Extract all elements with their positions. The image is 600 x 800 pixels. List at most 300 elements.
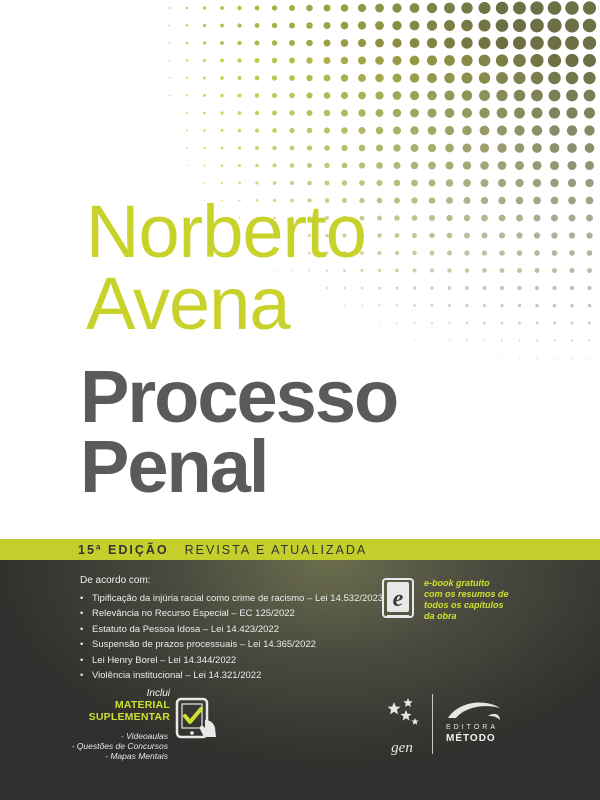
halftone-dot xyxy=(548,36,562,50)
halftone-dot xyxy=(220,6,224,10)
halftone-dot xyxy=(534,215,541,222)
halftone-dot xyxy=(272,128,277,133)
halftone-dot xyxy=(323,22,330,29)
halftone-dot xyxy=(306,5,313,12)
halftone-dot xyxy=(289,93,295,99)
halftone-dot xyxy=(411,162,418,169)
halftone-dot xyxy=(531,107,542,118)
halftone-dot xyxy=(203,147,205,149)
halftone-dot xyxy=(376,127,384,135)
halftone-dot xyxy=(413,269,417,273)
halftone-dot xyxy=(306,57,312,63)
halftone-dot xyxy=(535,268,540,273)
halftone-dot xyxy=(584,107,595,118)
halftone-dot xyxy=(203,76,206,79)
halftone-dot xyxy=(342,180,347,185)
halftone-dot xyxy=(427,73,437,83)
halftone-dot xyxy=(411,180,418,187)
ebook-icon xyxy=(381,577,415,621)
extra-item: - Questões de Concursos xyxy=(71,741,168,751)
halftone-dot xyxy=(255,128,259,132)
halftone-dot xyxy=(517,286,521,290)
halftone-dot xyxy=(394,180,401,187)
halftone-dot xyxy=(272,75,277,80)
halftone-dot xyxy=(238,164,241,167)
halftone-dot xyxy=(203,59,206,62)
halftone-dot xyxy=(483,304,486,307)
halftone-dot xyxy=(379,322,381,324)
halftone-dot xyxy=(550,161,559,170)
halftone-dot xyxy=(428,179,435,186)
halftone-dot xyxy=(186,130,188,132)
halftone-dot xyxy=(255,111,259,115)
halftone-dot xyxy=(584,125,594,135)
halftone-dot xyxy=(272,111,277,116)
halftone-dot xyxy=(587,250,593,256)
halftone-dot xyxy=(410,21,420,31)
halftone-dot xyxy=(448,286,452,290)
halftone-dot xyxy=(203,112,206,115)
halftone-dot xyxy=(567,143,577,153)
halftone-dot xyxy=(393,127,401,135)
halftone-dot xyxy=(378,304,380,306)
halftone-dot xyxy=(566,107,577,118)
halftone-dot xyxy=(568,179,576,187)
halftone-dot xyxy=(289,23,295,29)
halftone-dot xyxy=(496,19,509,32)
halftone-dot xyxy=(514,90,526,102)
halftone-dot xyxy=(497,143,506,152)
halftone-dot xyxy=(186,59,188,61)
halftone-dot xyxy=(413,322,415,324)
halftone-dot xyxy=(306,22,313,29)
halftone-dot xyxy=(553,304,557,308)
halftone-dot xyxy=(341,4,349,12)
halftone-dot xyxy=(428,162,436,170)
halftone-dot xyxy=(481,197,488,204)
halftone-dot xyxy=(532,125,542,135)
halftone-dot xyxy=(445,108,455,118)
gen-logo-text: gen xyxy=(391,740,413,756)
halftone-dot xyxy=(255,181,258,184)
halftone-dot xyxy=(325,181,330,186)
halftone-dot xyxy=(531,72,543,84)
halftone-dot xyxy=(499,215,506,222)
halftone-dot xyxy=(203,164,205,166)
halftone-dot xyxy=(461,20,472,31)
halftone-dot xyxy=(516,232,522,238)
law-item: • Tipificação da injúria racial como crime de racismo – Lei 14.532/2023 xyxy=(80,591,383,606)
halftone-dot xyxy=(586,197,594,205)
halftone-dot xyxy=(186,147,188,149)
halftone-dot xyxy=(588,304,592,308)
halftone-dot xyxy=(565,19,579,33)
halftone-dot xyxy=(220,76,224,80)
halftone-dot xyxy=(238,146,241,149)
edition-note: REVISTA E ATUALIZADA xyxy=(184,543,368,557)
halftone-dot xyxy=(272,93,277,98)
halftone-dot xyxy=(169,77,171,79)
halftone-dot xyxy=(341,127,348,134)
halftone-dot xyxy=(377,215,382,220)
halftone-dot xyxy=(238,111,242,115)
halftone-dot xyxy=(515,143,525,153)
halftone-dot xyxy=(551,232,557,238)
halftone-dot xyxy=(358,74,366,82)
halftone-dot xyxy=(466,322,469,325)
halftone-dot xyxy=(571,357,573,359)
halftone-dot xyxy=(535,286,539,290)
halftone-dot xyxy=(479,90,490,101)
edition-text xyxy=(78,542,367,558)
halftone-dot xyxy=(586,215,593,222)
halftone-dot xyxy=(536,357,538,359)
halftone-dot xyxy=(358,39,366,47)
halftone-dot xyxy=(323,4,330,11)
halftone-dot xyxy=(375,39,384,48)
halftone-dot xyxy=(554,357,556,359)
halftone-dot xyxy=(307,181,312,186)
halftone-dot xyxy=(377,233,382,238)
halftone-dot xyxy=(393,162,400,169)
halftone-dot xyxy=(444,20,455,31)
halftone-dot xyxy=(237,76,241,80)
author-first-name: Norberto xyxy=(86,190,366,273)
halftone-dot xyxy=(393,109,401,117)
halftone-dot xyxy=(220,41,224,45)
halftone-dot xyxy=(186,112,188,114)
halftone-dot xyxy=(518,304,522,308)
material-label-line-1: MATERIAL xyxy=(114,699,170,711)
halftone-dot xyxy=(549,90,561,102)
halftone-dot xyxy=(583,72,595,84)
material-label-line-2: SUPLEMENTAR xyxy=(88,711,170,723)
halftone-dot xyxy=(589,357,591,359)
halftone-dot xyxy=(238,129,242,133)
halftone-dot xyxy=(496,37,509,50)
halftone-dot xyxy=(410,91,419,100)
halftone-dot xyxy=(461,55,472,66)
halftone-dot xyxy=(221,147,224,150)
halftone-dot xyxy=(430,268,434,272)
halftone-dot xyxy=(444,38,455,49)
halftone-dot xyxy=(203,129,206,132)
halftone-dot xyxy=(393,74,402,83)
halftone-dot xyxy=(462,126,472,136)
laws-intro: De acordo com: xyxy=(80,575,151,586)
halftone-dot xyxy=(587,268,592,273)
halftone-dot xyxy=(237,23,241,27)
halftone-dot xyxy=(515,161,524,170)
halftone-dot xyxy=(393,91,402,100)
halftone-dot xyxy=(447,233,453,239)
halftone-dot xyxy=(483,322,486,325)
metodo-logo-upper: EDITORA xyxy=(446,724,498,731)
ebook-line: da obra xyxy=(424,611,457,621)
halftone-dot xyxy=(586,232,592,238)
halftone-dot xyxy=(203,6,206,9)
halftone-dot xyxy=(585,143,595,153)
halftone-dot xyxy=(307,163,312,168)
halftone-dot xyxy=(237,93,241,97)
halftone-dot xyxy=(465,268,470,273)
halftone-dot xyxy=(536,339,538,341)
halftone-dot xyxy=(307,145,312,150)
halftone-dot xyxy=(430,286,434,290)
law-item: • Estatuto da Pessoa Idosa – Lei 14.423/2022 xyxy=(80,622,383,637)
halftone-dot xyxy=(272,58,277,63)
halftone-dot xyxy=(532,143,542,153)
halftone-dot xyxy=(463,179,471,187)
halftone-dot xyxy=(410,3,420,13)
halftone-dot xyxy=(414,340,415,341)
book-title xyxy=(80,355,398,508)
halftone-dot xyxy=(478,19,490,31)
halftone-dot xyxy=(498,179,506,187)
halftone-dot xyxy=(585,179,593,187)
halftone-dot xyxy=(483,339,485,341)
halftone-dot xyxy=(169,95,171,97)
halftone-dot xyxy=(306,40,313,47)
halftone-dot xyxy=(341,39,349,47)
halftone-dot xyxy=(516,197,524,205)
halftone-dot xyxy=(358,4,366,12)
halftone-dot xyxy=(375,21,384,30)
halftone-dot xyxy=(237,58,241,62)
halftone-dot xyxy=(306,92,312,98)
halftone-dot xyxy=(552,286,556,290)
halftone-dot xyxy=(587,286,591,290)
halftone-dot xyxy=(186,94,188,96)
halftone-dot xyxy=(446,215,452,221)
halftone-dot xyxy=(530,1,543,14)
halftone-dot xyxy=(513,2,526,15)
halftone-dot xyxy=(358,92,366,100)
halftone-dot xyxy=(341,57,349,65)
halftone-dot xyxy=(375,91,383,99)
halftone-dot xyxy=(376,109,384,117)
halftone-dot xyxy=(517,250,523,256)
halftone-dot xyxy=(396,304,398,306)
halftone-dot xyxy=(479,37,491,49)
halftone-dot xyxy=(237,41,241,45)
title-line-2: Penal xyxy=(80,425,268,508)
metodo-logo-lower: MÉTODO xyxy=(446,733,496,744)
halftone-dot xyxy=(464,250,469,255)
halftone-dot xyxy=(550,179,558,187)
halftone-dot xyxy=(238,182,241,185)
halftone-dot xyxy=(568,197,576,205)
supplementary-material-label xyxy=(80,688,170,723)
law-item: • Suspensão de prazos processuais – Lei 14.365/2022 xyxy=(80,637,383,652)
halftone-dot xyxy=(341,92,348,99)
halftone-dot xyxy=(410,109,419,118)
halftone-dot xyxy=(498,161,507,170)
halftone-dot xyxy=(413,286,416,289)
halftone-dot xyxy=(255,58,260,63)
halftone-dot xyxy=(519,357,521,359)
halftone-dot xyxy=(565,54,578,67)
halftone-dot xyxy=(513,72,525,84)
halftone-dot xyxy=(169,7,171,9)
halftone-dot xyxy=(530,36,544,50)
halftone-dot xyxy=(394,215,399,220)
halftone-dot xyxy=(515,179,523,187)
extra-item: - Videoaulas xyxy=(120,731,168,741)
halftone-dot xyxy=(446,197,453,204)
halftone-dot xyxy=(500,286,504,290)
ebook-line: todos os capítulos xyxy=(424,600,504,610)
halftone-dot xyxy=(378,269,381,272)
halftone-dot xyxy=(516,215,523,222)
halftone-dot xyxy=(413,304,416,307)
halftone-dot xyxy=(496,72,508,84)
ebook-line: e-book gratuito xyxy=(424,578,490,588)
halftone-dot xyxy=(497,125,507,135)
halftone-dot xyxy=(497,108,508,119)
halftone-dot xyxy=(550,143,560,153)
halftone-dot xyxy=(410,73,419,82)
halftone-dot xyxy=(395,233,400,238)
halftone-dot xyxy=(429,233,434,238)
halftone-dot xyxy=(375,56,384,65)
halftone-dot xyxy=(412,215,418,221)
halftone-dot xyxy=(186,165,187,166)
halftone-dot xyxy=(499,250,504,255)
halftone-dot xyxy=(412,233,417,238)
halftone-dot xyxy=(428,144,436,152)
ebook-icon-letter: e xyxy=(392,586,404,612)
halftone-dot xyxy=(514,108,525,119)
halftone-dot xyxy=(444,73,454,83)
halftone-dot xyxy=(570,286,574,290)
halftone-dot xyxy=(498,197,505,204)
halftone-dot xyxy=(186,77,188,79)
halftone-dot xyxy=(169,42,171,44)
halftone-dot xyxy=(410,38,420,48)
halftone-dot xyxy=(428,126,437,135)
halftone-dot xyxy=(427,108,436,117)
halftone-dot xyxy=(499,232,505,238)
bottom-panel xyxy=(0,560,600,800)
halftone-dot xyxy=(569,250,575,256)
halftone-dot xyxy=(445,161,453,169)
halftone-dot xyxy=(255,146,259,150)
halftone-dot xyxy=(547,18,561,32)
halftone-dot xyxy=(394,198,400,204)
halftone-dot xyxy=(480,161,489,170)
halftone-dot xyxy=(567,161,576,170)
halftone-dot xyxy=(290,163,294,167)
halftone-dot xyxy=(447,250,452,255)
halftone-dot xyxy=(255,164,259,168)
inclui-label: Inclui xyxy=(146,688,170,699)
halftone-dot xyxy=(465,286,469,290)
halftone-dot xyxy=(533,179,541,187)
halftone-dot xyxy=(532,161,541,170)
halftone-dot xyxy=(571,322,574,325)
ebook-description xyxy=(424,578,574,622)
halftone-dot xyxy=(377,198,383,204)
halftone-dot xyxy=(466,340,468,342)
halftone-dot xyxy=(237,6,241,10)
halftone-dot xyxy=(273,181,277,185)
halftone-dot xyxy=(481,232,487,238)
halftone-dot xyxy=(395,286,398,289)
halftone-dot xyxy=(289,75,295,81)
ebook-line: com os resumos de xyxy=(424,589,509,599)
halftone-dot xyxy=(533,197,541,205)
halftone-dot xyxy=(324,127,330,133)
halftone-dot xyxy=(203,94,206,97)
halftone-dot xyxy=(324,163,329,168)
halftone-dot xyxy=(359,145,366,152)
halftone-dot xyxy=(518,339,520,341)
halftone-dot xyxy=(444,3,455,14)
halftone-dot xyxy=(431,322,433,324)
halftone-dot xyxy=(376,180,382,186)
halftone-dot xyxy=(411,197,417,203)
halftone-dot xyxy=(410,56,420,66)
halftone-dot xyxy=(445,144,454,153)
halftone-dot xyxy=(565,36,579,50)
halftone-dot xyxy=(583,19,596,32)
halftone-dot xyxy=(290,181,294,185)
halftone-dot xyxy=(588,322,591,325)
halftone-dot xyxy=(463,161,471,169)
halftone-dot xyxy=(551,197,559,205)
halftone-dot xyxy=(324,110,330,116)
halftone-dot xyxy=(549,107,560,118)
halftone-dot xyxy=(341,110,348,117)
halftone-dot xyxy=(517,268,522,273)
halftone-dot xyxy=(186,42,188,44)
halftone-dot xyxy=(289,5,295,11)
halftone-dot xyxy=(531,90,543,102)
halftone-dot xyxy=(568,214,575,221)
halftone-dot xyxy=(410,126,418,134)
halftone-dot xyxy=(272,40,277,45)
halftone-dot xyxy=(530,19,544,33)
halftone-dot xyxy=(496,90,507,101)
halftone-dot xyxy=(584,90,596,102)
halftone-dot xyxy=(462,90,473,101)
halftone-dot xyxy=(341,22,349,30)
halftone-dot xyxy=(445,126,454,135)
halftone-dot xyxy=(392,3,401,12)
halftone-dot xyxy=(534,250,540,256)
halftone-dot xyxy=(500,268,505,273)
halftone-dot xyxy=(307,110,313,116)
halftone-dot xyxy=(255,23,260,28)
extra-item: - Mapas Mentais xyxy=(105,751,168,761)
halftone-dot xyxy=(358,109,365,116)
halftone-dot xyxy=(376,144,383,151)
halftone-dot xyxy=(480,126,490,136)
author-name xyxy=(86,190,366,345)
halftone-dot xyxy=(448,322,450,324)
halftone-dot xyxy=(255,76,260,81)
halftone-dot xyxy=(392,38,401,47)
halftone-dot xyxy=(482,250,487,255)
halftone-dot xyxy=(169,60,171,62)
halftone-dot xyxy=(221,182,223,184)
halftone-dot xyxy=(289,40,295,46)
halftone-dot xyxy=(482,268,487,273)
halftone-dot xyxy=(583,54,596,67)
halftone-dot xyxy=(513,19,526,32)
halftone-dot xyxy=(429,215,435,221)
